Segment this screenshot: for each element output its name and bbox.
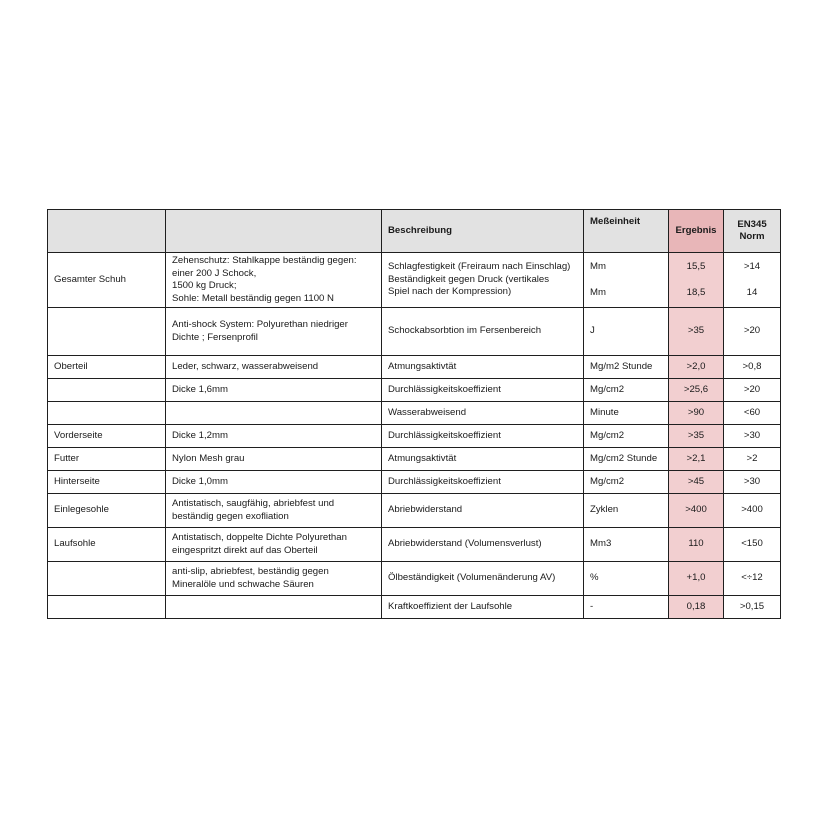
header-part [48, 210, 166, 253]
norm-value: >30 [743, 475, 761, 487]
cell-norm [724, 402, 781, 425]
cell-part: Oberteil [48, 356, 166, 379]
header-norm: EN345 Norm [724, 210, 781, 253]
unit-value: J [590, 325, 595, 337]
header-material [166, 210, 382, 253]
cell-norm [724, 596, 781, 619]
cell-description: Abriebwiderstand (Volumensverlust) [382, 528, 584, 562]
result-value: >2,0 [686, 360, 706, 372]
cell-material: Zehenschutz: Stahlkappe beständig gegen: einer 200 J Schock, 1500 kg Druck; Sohle: Metall beständig gegen 1100 N [166, 253, 382, 308]
table-row [48, 308, 781, 356]
header-description: Beschreibung [382, 210, 584, 253]
cell-unit [584, 596, 669, 619]
cell-unit [584, 471, 669, 494]
cell-result [669, 308, 724, 356]
cell-result [669, 494, 724, 528]
unit-value: Mg/cm2 Stunde [590, 452, 658, 464]
cell-part: Vorderseite [48, 425, 166, 448]
cell-description: Atmungsaktivtät [382, 356, 584, 379]
cell-material: Anti-shock System: Polyurethan niedriger Dichte ; Fersenprofil [166, 308, 382, 356]
cell-unit [584, 379, 669, 402]
table-body [48, 253, 781, 619]
result-value: >35 [687, 429, 705, 441]
norm-value: <60 [743, 406, 761, 418]
cell-description: Durchlässigkeitskoeffizient [382, 425, 584, 448]
cell-part [48, 402, 166, 425]
table-row [48, 596, 781, 619]
table-row [48, 425, 781, 448]
result-value: >90 [687, 406, 705, 418]
cell-result [669, 253, 724, 308]
result-value: >400 [685, 504, 707, 516]
cell-material: Antistatisch, saugfähig, abriebfest und beständig gegen exofliation [166, 494, 382, 528]
cell-unit [584, 253, 669, 308]
cell-norm [724, 562, 781, 596]
cell-unit [584, 308, 669, 356]
cell-result [669, 596, 724, 619]
norm-value: >2 [746, 452, 758, 464]
table-header [48, 210, 781, 253]
cell-result [669, 402, 724, 425]
cell-part: Laufsohle [48, 528, 166, 562]
norm-value: <150 [741, 538, 763, 550]
cell-description: Kraftkoeffizient der Laufsohle [382, 596, 584, 619]
unit-value: Mg/cm2 [590, 383, 625, 395]
table-row [48, 356, 781, 379]
cell-part [48, 308, 166, 356]
table-row [48, 253, 781, 308]
cell-material: Antistatisch, doppelte Dichte Polyurethan eingespritzt direkt auf das Oberteil [166, 528, 382, 562]
norm-value: <÷12 [741, 572, 763, 584]
header-result: Ergebnis [669, 210, 724, 253]
cell-material: Dicke 1,0mm [166, 471, 382, 494]
cell-description: Wasserabweisend [382, 402, 584, 425]
norm-value: >0,8 [742, 360, 762, 372]
result-value: 0,18 [686, 600, 706, 612]
result-value: 15,5 [686, 261, 706, 272]
cell-norm [724, 494, 781, 528]
table-row [48, 448, 781, 471]
cell-material [166, 402, 382, 425]
cell-norm [724, 253, 781, 308]
table-row [48, 562, 781, 596]
cell-description: Durchlässigkeitskoeffizient [382, 471, 584, 494]
unit-value: Mm [590, 286, 606, 298]
table-row [48, 471, 781, 494]
result-value: >2,1 [686, 452, 706, 464]
cell-description: Schlagfestigkeit (Freiraum nach Einschlag) Beständigkeit gegen Druck (vertikales Spiel nach der Kompression) [382, 253, 584, 308]
unit-value: Zyklen [590, 504, 619, 516]
header-row [48, 210, 781, 253]
cell-result [669, 528, 724, 562]
unit-value: % [590, 572, 599, 584]
norm-value: >400 [741, 504, 763, 516]
cell-unit [584, 528, 669, 562]
cell-result [669, 356, 724, 379]
norm-value: >20 [743, 383, 761, 395]
cell-unit [584, 425, 669, 448]
cell-result [669, 471, 724, 494]
cell-norm [724, 308, 781, 356]
table-row [48, 494, 781, 528]
norm-value: >14 [743, 261, 761, 272]
cell-description: Atmungsaktivtät [382, 448, 584, 471]
result-value: >35 [687, 325, 705, 337]
result-value: >25,6 [683, 383, 709, 395]
unit-value: Minute [590, 406, 619, 418]
cell-description: Ölbeständigkeit (Volumenänderung AV) [382, 562, 584, 596]
cell-material: anti-slip, abriebfest, beständig gegen Mineralöle und schwache Säuren [166, 562, 382, 596]
cell-material: Dicke 1,2mm [166, 425, 382, 448]
cell-norm [724, 448, 781, 471]
cell-description: Abriebwiderstand [382, 494, 584, 528]
unit-value: - [590, 600, 594, 612]
cell-material: Dicke 1,6mm [166, 379, 382, 402]
unit-value: Mm3 [590, 538, 612, 550]
cell-part: Gesamter Schuh [48, 253, 166, 308]
cell-part [48, 562, 166, 596]
cell-norm [724, 528, 781, 562]
cell-part [48, 379, 166, 402]
cell-norm [724, 356, 781, 379]
unit-value: Mg/cm2 [590, 475, 625, 487]
cell-unit [584, 494, 669, 528]
unit-value: Mm [590, 261, 606, 272]
cell-material: Leder, schwarz, wasserabweisend [166, 356, 382, 379]
unit-value: Mg/m2 Stunde [590, 360, 653, 372]
cell-part: Einlegesohle [48, 494, 166, 528]
specification-table [47, 209, 781, 619]
norm-value: 14 [746, 286, 758, 298]
cell-description: Durchlässigkeitskoeffizient [382, 379, 584, 402]
cell-material: Nylon Mesh grau [166, 448, 382, 471]
cell-unit [584, 402, 669, 425]
result-value: +1,0 [686, 572, 706, 584]
cell-part: Hinterseite [48, 471, 166, 494]
table-row [48, 379, 781, 402]
table-row [48, 528, 781, 562]
cell-description: Schockabsorbtion im Fersenbereich [382, 308, 584, 356]
result-value: 18,5 [686, 286, 706, 298]
cell-unit [584, 562, 669, 596]
cell-result [669, 448, 724, 471]
cell-result [669, 379, 724, 402]
cell-norm [724, 471, 781, 494]
result-value: >45 [687, 475, 705, 487]
norm-value: >30 [743, 429, 761, 441]
cell-unit [584, 356, 669, 379]
result-value: 110 [688, 538, 704, 550]
table-row [48, 402, 781, 425]
cell-material [166, 596, 382, 619]
norm-value: >20 [743, 325, 761, 337]
cell-part [48, 596, 166, 619]
cell-norm [724, 379, 781, 402]
cell-result [669, 425, 724, 448]
unit-value: Mg/cm2 [590, 429, 625, 441]
cell-unit [584, 448, 669, 471]
header-unit: Meßeinheit [584, 210, 669, 253]
norm-value: >0,15 [739, 600, 765, 612]
cell-part: Futter [48, 448, 166, 471]
cell-result [669, 562, 724, 596]
cell-norm [724, 425, 781, 448]
